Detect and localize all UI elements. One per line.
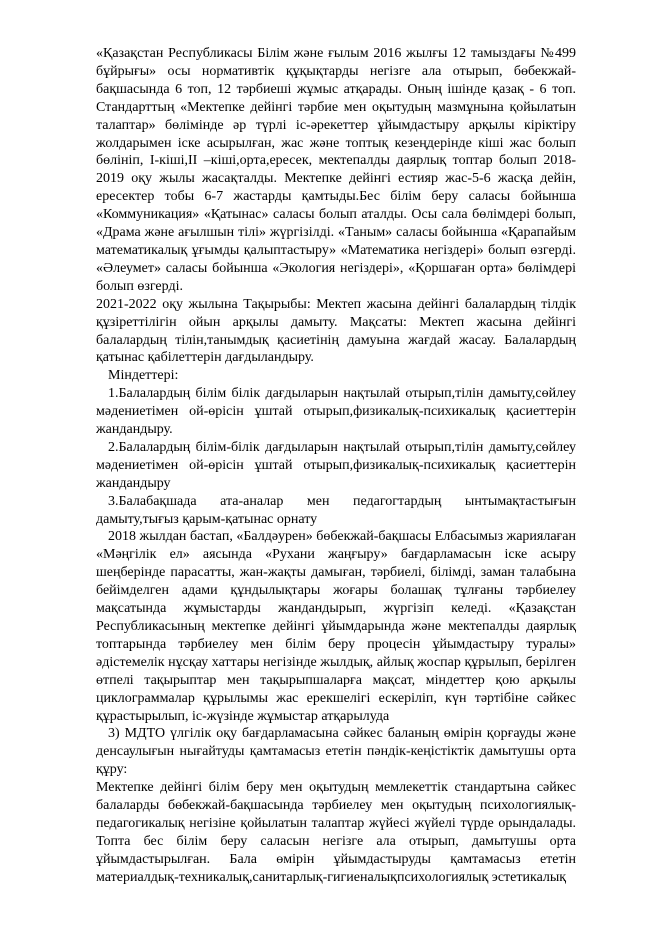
paragraph-tasks-heading: Міндеттері: — [108, 368, 179, 384]
paragraph-order-499: «Қазақстан Республикасы Білім және ғылым 2016 жылғы 12 тамыздағы №499 бұйрығы» осы нормативтік құқықтарды негізге ала отырып, бөбекжай-бақшасында 6 топ, 12 тәрбиеші жұмыс атқарады. Оның ішінде қазақ - 6 топ. Стандарттың «Мектепке дейінгі тәрбие мен оқытудың мазмұнына қойылатын талаптар» бөлімінде әр түрлі іс-әрекеттер ұйымдастыру арқылы кіріктіру жолдарымен іске асырылған, жас және топтық кезеңдерінде кіші жас болып бөлініп, І-кіші,ІІ –кіші,орта,ересек, мектепалды даярлық топтар болып 2018-2019 оқу жылы жасақталды. Мектепке дейінгі естияр жас-5-6 жасқа дейін, ересектер тобы 6-7 жастарды қамтыды.Бес білім беру саласы бойынша «Коммуникация» «Қатынас» саласы болып аталды. Осы сала бөлімдері болып, «Драма және ағылшын тілі» жүргізілді. «Таным» саласы бойынша «Қарапайым математикалық ұғымды қалыптастыру» «Математика негіздері» болып өзгерді. «Әлеумет» саласы бойынша «Экология негіздері», «Қоршаған орта» бөлімдері болып өзгерді. — [96, 46, 576, 294]
paragraph-task-2: 2.Балалардың білім-білік дағдыларын нақтылай отырып,тілін дамыту,сөйлеу мәдениетімен ой-өрісін ұштай отырып,физикалық-психикалық қасиеттерін жандандыру — [96, 439, 576, 491]
paragraph-mdto: 3) МДТО үлгілік оқу бағдарламасына сәйкес баланың өмірін қорғауды және денсаулығын нығайтуды қамтамасыз ететін пәндік-кеңістіктік дамытушы орта құру: — [96, 726, 576, 778]
paragraph-task-1: 1.Балалардың білім білік дағдыларын нақтылай отырып,тілін дамыту,сөйлеу мәдениетімен ой-өрісін ұштай отырып,физикалық-психикалық қасиеттерін жандандыру. — [96, 386, 576, 438]
paragraph-year-topic: 2021-2022 оқу жылына Тақырыбы: Мектеп жасына дейінгі балалардың тілдік құзіреттілігін ойын арқылы дамыту. Мақсаты: Мектеп жасына дейінгі балалардың тілін,танымдық қасиетінің дамуына жағдай жасау. Балалардың қатынас қабілеттерін дағдыландыру. — [96, 296, 576, 366]
paragraph-task-3: 3.Балабақшада ата-аналар мен педагогтардың ынтымақтастығын дамыту,тығыз қарым-қатынас орнату — [96, 493, 576, 527]
paragraph-since-2018: 2018 жылдан бастап, «Балдәурен» бөбекжай-бақшасы Елбасымыз жариялаған «Мәңгілік ел» аясында «Рухани жаңғыру» бағдарламасын іске асыру шеңберінде парасатты, жан-жақты дамыған, тәрбиелі, білімді, заман талабына бейімделген адами құндылықтары жоғары болашақ тұлғаны тәрбиелеу мақсатында жұмыстарды жандандырып, жүргізіп келеді. «Қазақстан Республикасының мектепке дейінгі ұйымдарында және мектепалды даярлық топтарында тәрбиелеу мен білім беру процесін ұйымдастыру туралы» әдістемелік нұсқау хаттары негізінде жылдық, айлық жоспар құрылып, берілген өтпелі тақырыптар мен тақырыпшаларға мақсат, міндеттер қою арқылы циклограммалар құрылымы жас ерекшелігі ескеріліп, күн тәртібіне сәйкес құрастырылып, іс-жүзінде жұмыстар атқарылуда — [96, 529, 576, 724]
paragraph-standard: Мектепке дейінгі білім беру мен оқытудың мемлекеттік стандартына сәйкес балаларды бөбекжай-бақшасында тәрбиелеу мен оқытудың психологиялық-педагогикалық негізіне қойылатын талаптар жүйесі жүйелі түрде орындалады. Топта бес білім беру саласын негізге ала отырып, дамытушы орта ұйымдастырылған. Бала өмірін ұйымдастыруды қамтамасыз ететін материалдық-техникалық,санитарлық-гигиеналықпсихологиялық эстетикалық — [96, 780, 576, 885]
